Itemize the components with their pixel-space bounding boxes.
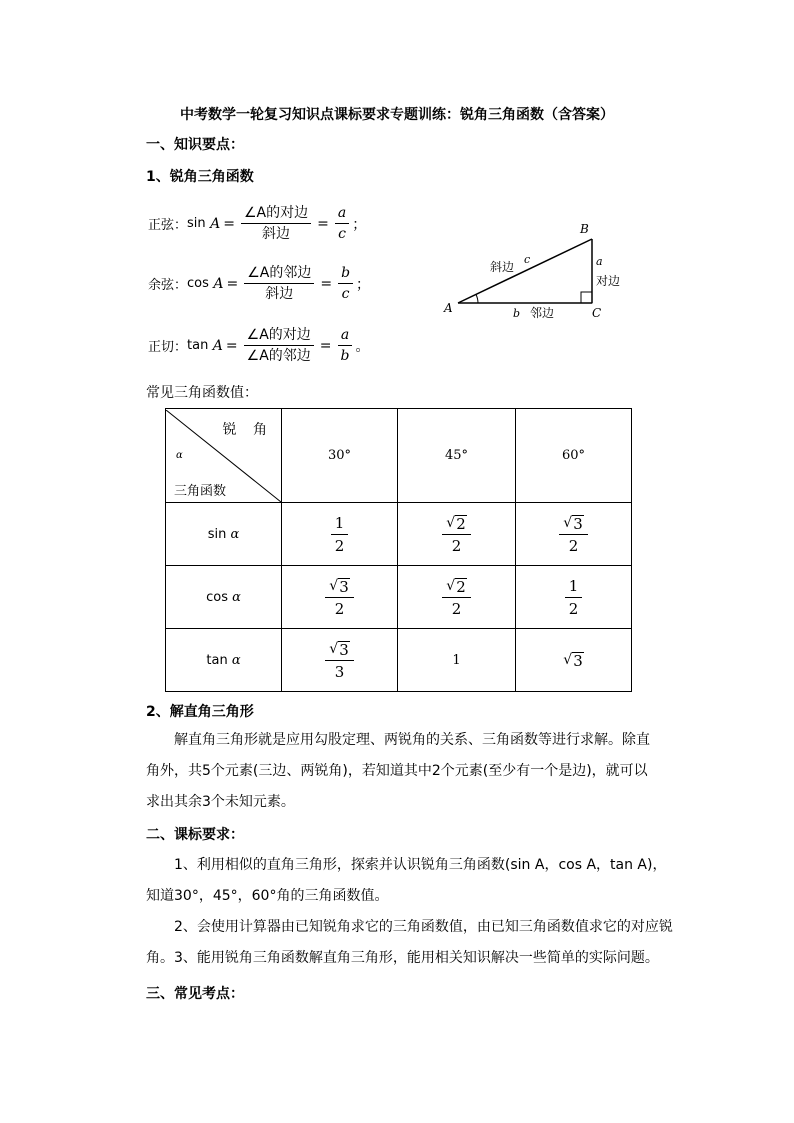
table-row-sin xyxy=(166,503,632,566)
tangent-word-numerator: ∠A的对边 xyxy=(244,326,314,346)
row-label-tan: tan α xyxy=(166,629,282,692)
cosine-ratio-fraction xyxy=(338,264,353,303)
subsection-solve-right-triangle: 2、解直角三角形 xyxy=(146,704,254,720)
cosine-var: A xyxy=(213,275,224,292)
cos-45-value: √ 2 2 xyxy=(398,566,516,629)
tangent-formula: 正切： tan A = $\frac{\text{∠A的对边}}{\text{∠A的邻边}}$ = $\frac{a}{b}$ 。 xyxy=(148,327,370,364)
sine-word-numerator: ∠A的对边 xyxy=(241,204,311,224)
requirement-3: 3、能用锐角三角函数解直角三角形，能用相关知识解决一些简单的实际问题。 xyxy=(174,950,659,966)
sine-word-fraction xyxy=(241,204,311,243)
header-angle-30: 30° xyxy=(282,409,398,503)
section-knowledge-points: 一、知识要点： xyxy=(146,137,244,153)
sine-fn: sin xyxy=(187,216,206,231)
sine-end-punct: ； xyxy=(352,216,367,233)
cosine-word-fraction xyxy=(244,264,314,303)
tan-30-value: √ 3 3 xyxy=(282,629,398,692)
adjacent-label: 邻边 xyxy=(530,306,555,320)
corner-alpha-label: α xyxy=(176,449,183,461)
hypotenuse-var: c xyxy=(524,253,531,266)
section-curriculum-requirements: 二、课标要求： xyxy=(146,827,244,843)
vertex-c-label: C xyxy=(592,306,602,320)
row-label-cos: cos α xyxy=(166,566,282,629)
hypotenuse-label: 斜边 xyxy=(490,260,515,274)
table-header-row xyxy=(166,409,632,503)
cosine-ratio-numerator: b xyxy=(338,264,353,284)
cosine-end-punct: ； xyxy=(356,276,371,293)
sin-60-value: √ 3 2 xyxy=(516,503,632,566)
angle-a-arc xyxy=(476,295,478,304)
sin-45-value: √ 2 2 xyxy=(398,503,516,566)
corner-angle-label: 锐 角 xyxy=(222,421,273,438)
tangent-ratio-denominator: b xyxy=(340,348,350,364)
opposite-var: a xyxy=(596,255,603,268)
tangent-word-fraction xyxy=(244,326,314,365)
vertex-b-label: B xyxy=(580,222,589,236)
trig-values-table xyxy=(165,408,632,692)
requirement-1: 1、利用相似的直角三角形，探索并认识锐角三角函数(sin A，cos A，tan A)，知道30°，45°，60°角的三角函数值。 xyxy=(146,857,667,904)
sine-formula: 正弦： sin A = $\frac{\text{∠A的对边}}{\text{斜边}}$ = $\frac{a}{c}$ ； xyxy=(148,205,367,242)
table-corner-cell xyxy=(166,409,282,503)
row-label-sin: sin α xyxy=(166,503,282,566)
sine-ratio-fraction xyxy=(335,204,349,243)
adjacent-var: b xyxy=(513,307,521,320)
cosine-label: 余弦： xyxy=(148,278,188,293)
tangent-fn: tan xyxy=(187,338,209,353)
sine-word-denominator: 斜边 xyxy=(262,226,291,242)
tan-60-value: √ 3 xyxy=(516,629,632,692)
sine-ratio-numerator: a xyxy=(335,204,349,224)
triangle-side-hypotenuse xyxy=(458,239,592,303)
tan-45-value: 1 xyxy=(398,629,516,692)
right-triangle-diagram xyxy=(440,215,640,325)
page-title: 中考数学一轮复习知识点课标要求专题训练：锐角三角函数（含答案） xyxy=(180,107,614,123)
cosine-fn: cos xyxy=(187,276,209,291)
header-angle-60: 60° xyxy=(516,409,632,503)
cos-60-value: $\frac{1}{2}$ xyxy=(516,566,632,629)
sine-var: A xyxy=(210,215,221,232)
opposite-label: 对边 xyxy=(596,274,621,288)
header-angle-45: 45° xyxy=(398,409,516,503)
tangent-word-denominator: ∠A的邻边 xyxy=(246,348,311,364)
sine-ratio-denominator: c xyxy=(338,226,346,242)
cosine-word-denominator: 斜边 xyxy=(265,286,294,302)
subsection-acute-trig: 1、锐角三角函数 xyxy=(146,169,254,185)
tangent-label: 正切： xyxy=(148,340,188,355)
table-row-tan xyxy=(166,629,632,692)
sine-label: 正弦： xyxy=(148,218,188,233)
cos-30-value: √ 3 2 xyxy=(282,566,398,629)
sin-30-value: $\frac{1}{2}$ xyxy=(282,503,398,566)
corner-function-label: 三角函数 xyxy=(174,483,227,499)
requirement-2: 2、会使用计算器由已知锐角求它的三角函数值，由已知三角函数值求它的对应锐角。 xyxy=(146,919,673,966)
cosine-ratio-denominator: c xyxy=(341,286,350,302)
table-caption: 常见三角函数值： xyxy=(146,385,258,401)
solve-triangle-paragraph: 解直角三角形就是应用勾股定理、两锐角的关系、三角函数等进行求解。除直角外，共5个元素(三边、两锐角)，若知道其中2个元素(至少有一个是边)，就可以求出其余3个未知元素。 xyxy=(146,732,650,810)
tangent-end-punct: 。 xyxy=(355,338,370,355)
tangent-ratio-numerator: a xyxy=(338,326,352,346)
tangent-ratio-fraction xyxy=(338,326,353,365)
cosine-word-numerator: ∠A的邻边 xyxy=(244,264,314,284)
table-row-cos xyxy=(166,566,632,629)
tangent-var: A xyxy=(212,337,223,354)
right-angle-marker xyxy=(581,292,592,303)
vertex-a-label: A xyxy=(444,301,453,315)
section-common-exam-points: 三、常见考点： xyxy=(146,986,244,1002)
cosine-formula: 余弦： cos A = $\frac{\text{∠A的邻边}}{\text{斜边}}$ = $\frac{b}{c}$ ； xyxy=(148,265,371,302)
